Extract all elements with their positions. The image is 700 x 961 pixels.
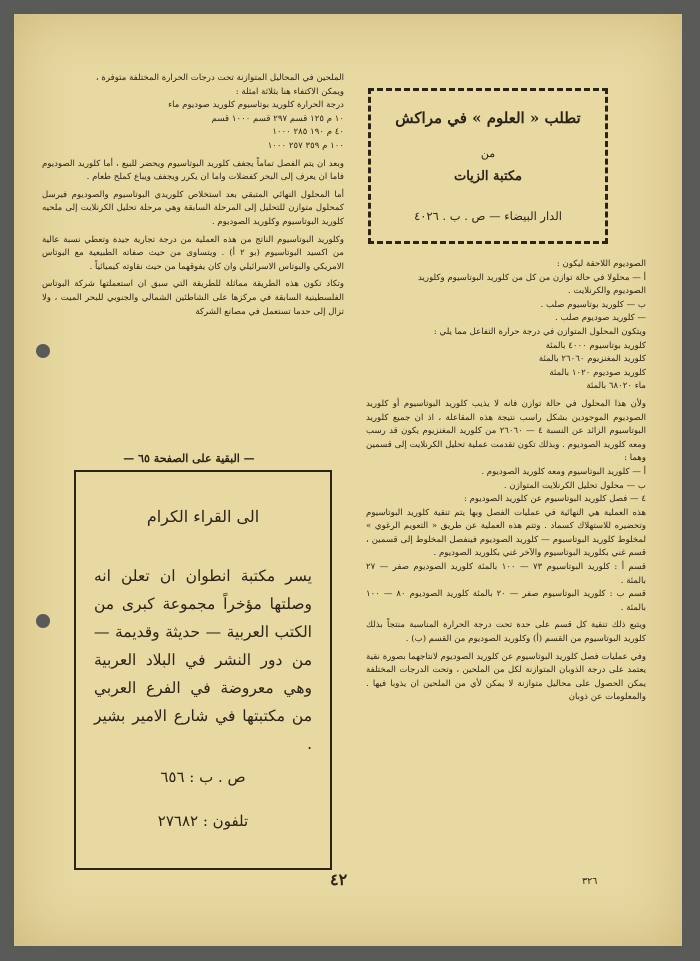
- binder-hole-bottom: [36, 614, 50, 628]
- table-row: ١٠ م ١٢٥ قسم ٢٩٧ قسم ١٠٠٠ قسم: [211, 113, 344, 124]
- paragraph: قسم ب : كلوريد البوتاسيوم صفر — ٢٠ بالمئة كلوريد الصوديوم ٨٠ — ١٠٠ بالمئة .: [366, 589, 646, 613]
- paragraph: — كلوريد صوديوم صلب .: [555, 313, 646, 324]
- paragraph: كلوريد المغنزيوم ٢٦٠٦٠ بالمئة: [538, 354, 646, 365]
- volume-page-number: ٣٢٦: [582, 876, 598, 887]
- paragraph: هذه العملية هي النهائية في عمليات الفصل وبها يتم تنقية كلوريد البوتاسيوم وتحضيره للاستهلاك كسماد . وتتم هذه العملية عن طريق « التعويم الرغوي » لمخلوط كلوريد البوتاسيوم — كلوريد الصوديوم فينفصل المخلوط إلى قسمين ، قسم غني بكلوريد البوتاسيوم والآخر غني بكلوريد الصوديوم .: [366, 507, 646, 559]
- paragraph: كلوريد صوديوم ١٠٢٠ بالمئة: [549, 367, 646, 378]
- ad-line-4: الدار البيضاء — ص . ب . ٤٠٢٦: [414, 209, 562, 223]
- paragraph: وبعد ان يتم الفصل تماماً يجفف كلوريد البوتاسيوم ويحضر للبيع ، أما كلوريد الصوديوم فاما ان يعرف إلى البحر كفضلات واما ان يكرر ويجفف ويباع كملح طعام .: [42, 158, 344, 183]
- advertisement-zayat-bookshop: [368, 88, 608, 244]
- left-article-column: [42, 72, 344, 319]
- page-sheet: [14, 14, 682, 946]
- ad-line-3: مكتبة الزيات: [453, 169, 523, 184]
- right-article-column: [366, 258, 646, 705]
- paragraph: ولأن هذا المحلول في حالة توازن فانه لا يذيب كلوريد البوتاسيوم أو كلوريد الصوديوم الموجودين بشكل راسب نتيجة هذه المقاعلة ، اذ ان جميع كلوريد البوتاسيوم الزائد عن النسبة ٤ — ٢٦٠٦٠ من كلوريد المغنزيوم يكون قد رسب ومعه كلوريد الصوديوم . وبذلك تكون تقدمت عملية تحليل الكرنلايت إلى قسمين وهما :: [366, 398, 646, 464]
- paragraph: كلوريد بوتاسيوم ٤٠٠٠ بالمئة: [545, 340, 646, 351]
- continued-on-page-label: — البقية على الصفحة ٦٥ —: [123, 452, 255, 465]
- paragraph: الصوديوم والكرنلايت .: [567, 286, 646, 297]
- paragraph: أما المحلول النهائي المتبقي بعد استخلاص كلوريدي البوتاسيوم والصوديوم فيرسل كمحلول متوازن للتحليل إلى المرحلة السابقة وهي مرحلة تحليل الكرنلايت إلى ملحيه كلوريد البوتاسيوم وكلوريد الصوديوم .: [42, 189, 344, 227]
- advertisement-antoine-bookshop: [74, 470, 332, 870]
- paragraph: أ — كلوريد البوتاسيوم ومعه كلوريد الصوديوم .: [481, 466, 646, 477]
- ad-line-2: من: [480, 147, 496, 160]
- paragraph: ماء ٦٨٠٢٠ بالمئة: [586, 381, 646, 392]
- paragraph: الملحين في المحاليل المتوازنة تحت درجات الحرارة المختلفة متوفرة ،: [95, 73, 344, 83]
- paragraph: الصوديوم اللاحقة ليكون :: [556, 259, 646, 269]
- paragraph: وكلوريد البوتاسيوم الناتج من هذه العملية من درجة تجارية جيدة وتعطي نسبة عالية من اكسيد البوتاسيوم (بو ٢ أ) . ويتساوى من حيث صفاته الطبيعية مع البوتاس الامريكي والبوتاس الاسرائيلي وان كان يفوقهما من حيث نقاوته كيميائياً .: [42, 234, 344, 272]
- table-row: ١٠٠ م ٣٥٩ ٢٥٧ ١٠٠٠: [267, 140, 344, 151]
- paragraph: ٤ — فصل كلوريد البوتاسيوم عن كلوريد الصوديوم :: [463, 494, 646, 505]
- ad-heading: الى القراء الكرام: [146, 507, 260, 526]
- ad-po-box: ص . ب : ٦٥٦: [160, 768, 246, 786]
- ad-line-1: تطلب « العلوم » في مراكش: [395, 109, 581, 127]
- ad-phone: تلفون : ٢٧٦٨٢: [157, 812, 249, 830]
- paragraph: ويتبع ذلك تنقية كل قسم على حدة تحت درجة الحرارة المناسبة منتجاً بذلك كلوريد البوتاسيوم من القسم (أ) وكلوريد الصوديوم من القسم (ب) .: [366, 620, 646, 645]
- paragraph: ب — محلول تحليل الكرنلايت المتوازن .: [503, 480, 646, 491]
- paragraph: ب — كلوريد بوتاسيوم صلب .: [540, 299, 646, 310]
- paragraph: ويتكون المحلول المتوازن في درجة حرارة التفاعل مما يلي :: [433, 326, 646, 337]
- paragraph: قسم أ : كلوريد البوتاسيوم ٧٣ — ١٠٠ بالمئة كلوريد الصوديوم صفر — ٢٧ بالمئة .: [366, 562, 646, 586]
- binder-hole-top: [36, 344, 50, 358]
- paragraph: أ — محلولا في حالة توازن من كل من كلوريد البوتاسيوم وكلوريد: [418, 272, 646, 283]
- table-header-row: درجة الحرارة كلوريد بوتاسيوم كلوريد صوديوم ماء: [168, 100, 344, 111]
- paragraph: وفي عمليات فصل كلوريد البوتاسيوم عن كلوريد الصوديوم لانتاجهما بصورة نقية يعتمد على درجة الذوبان المتوازنة لكل من الملحين ، وتحت الدرجات المختلفة يمكن الحصول على محاليل متوازنة لا يمكن لأي من الملحين ان يذوبا فيها . والمعلومات عن ذوبان: [366, 651, 646, 703]
- page-number: ٤٢: [330, 870, 348, 889]
- paragraph: وتكاد تكون هذه الطريقة مماثلة للطريقة التي سبق ان استعملتها شركة البوتاس الفلسطينية السابقة في مركزها على الشاطئين الشمالي والجنوبي للبحر الميت ، ولا تزال إلى حدما تستعمل في مصانع الشركة: [42, 279, 344, 317]
- table-row: ٤٠ م ١٩٠ ٢٨٥ ١٠٠٠: [272, 127, 344, 138]
- ad-body: يسر مكتبة انطوان ان تعلن انه وصلتها مؤخراً مجموعة كبرى من الكتب العربية — حديثة وقديمة — من دور النشر في البلاد العربية وهي معروضة في الفرع العربي من مكتبتها في شارع الامير بشير .: [94, 567, 312, 753]
- paragraph: ويمكن الاكتفاء هنا بثلاثة امثلة :: [235, 86, 344, 97]
